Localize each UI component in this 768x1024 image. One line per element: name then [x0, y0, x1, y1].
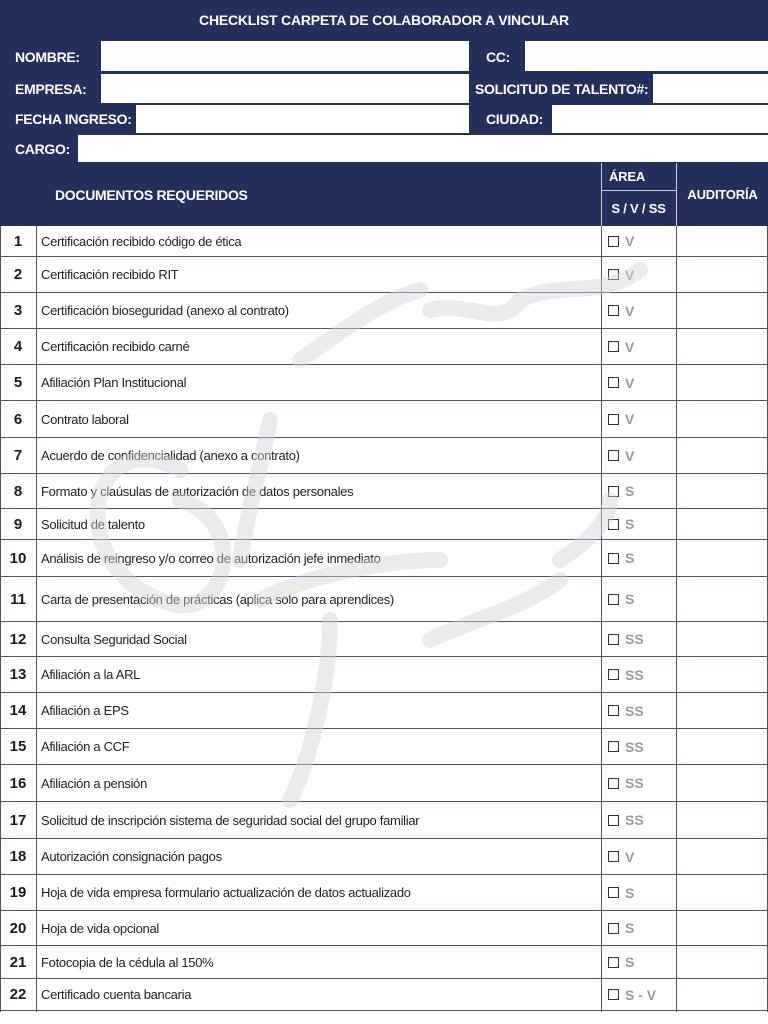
- area-cell: [602, 293, 676, 328]
- table-row: [0, 540, 768, 577]
- header-row-fecha: [0, 104, 768, 134]
- checkbox[interactable]: [608, 887, 619, 898]
- area-code: V: [625, 338, 635, 355]
- document-name: Autorización consignación pagos: [41, 849, 222, 864]
- checkbox[interactable]: [608, 815, 619, 826]
- row-number: 1: [13, 232, 23, 250]
- audit-cell[interactable]: [677, 329, 768, 364]
- audit-cell[interactable]: [677, 693, 768, 728]
- area-codes-header: S / V / SS: [611, 201, 666, 216]
- area-code: S: [625, 884, 635, 901]
- document-name: Hoja de vida opcional: [41, 920, 160, 936]
- checkbox[interactable]: [608, 341, 619, 352]
- fecha-ingreso-label: FECHA INGRESO:: [15, 111, 132, 127]
- table-row: [0, 401, 768, 438]
- audit-cell[interactable]: [677, 657, 768, 692]
- ciudad-label: CIUDAD:: [486, 111, 544, 127]
- area-code: S: [625, 920, 635, 936]
- checkbox[interactable]: [608, 377, 619, 388]
- area-code: V: [625, 233, 635, 249]
- column-divider: [676, 226, 677, 1012]
- area-cell: [602, 839, 676, 874]
- table-row: [0, 329, 768, 365]
- document-name: Afiliación a EPS: [41, 703, 129, 718]
- area-cell: [602, 802, 676, 838]
- area-code: S: [625, 483, 635, 499]
- checkbox[interactable]: [608, 236, 619, 247]
- audit-cell[interactable]: [677, 509, 768, 539]
- checkbox[interactable]: [608, 269, 619, 280]
- document-name: Certificación recibido código de ética: [41, 233, 242, 249]
- document-name: Contrato laboral: [41, 411, 129, 427]
- solicitud-field[interactable]: [653, 74, 768, 103]
- table-row: [0, 765, 768, 802]
- audit-cell[interactable]: [677, 474, 768, 508]
- cc-label: CC:: [486, 48, 510, 65]
- table-row: [0, 622, 768, 657]
- row-number: 2: [13, 266, 23, 283]
- checkbox[interactable]: [608, 305, 619, 316]
- row-number: 11: [10, 590, 26, 608]
- area-code: S: [625, 591, 635, 607]
- area-code: SS: [625, 775, 644, 791]
- checkbox[interactable]: [608, 486, 619, 497]
- area-code: S: [625, 516, 635, 532]
- audit-cell[interactable]: [677, 979, 768, 1010]
- empresa-field[interactable]: [101, 74, 469, 103]
- area-cell: [602, 438, 676, 473]
- area-code: S: [625, 954, 635, 970]
- document-name: Afiliación a CCF: [41, 739, 130, 754]
- document-name: Fotocopia de la cédula al 150%: [41, 954, 214, 970]
- area-code: SS: [625, 666, 644, 683]
- area-cell: [602, 401, 676, 437]
- table-row: [0, 979, 768, 1011]
- nombre-field[interactable]: [101, 41, 469, 71]
- row-number: 21: [9, 953, 27, 971]
- row-number: 7: [13, 447, 23, 464]
- document-name: Certificación recibido RIT: [41, 267, 179, 282]
- row-number: 12: [9, 630, 27, 648]
- cc-field[interactable]: [525, 41, 768, 71]
- audit-cell[interactable]: [677, 875, 768, 910]
- row-number: 4: [13, 338, 23, 355]
- table-row: [0, 693, 768, 729]
- row-number: 3: [13, 302, 23, 319]
- row-number: 16: [9, 774, 27, 792]
- table-row: [0, 875, 768, 911]
- area-code: SS: [625, 702, 644, 719]
- document-name: Solicitud de talento: [41, 516, 145, 532]
- checkbox[interactable]: [608, 923, 619, 934]
- audit-cell[interactable]: [677, 438, 768, 473]
- audit-header: AUDITORÍA: [687, 187, 758, 202]
- audit-cell[interactable]: [677, 226, 768, 256]
- area-cell: [602, 257, 676, 292]
- audit-cell[interactable]: [677, 911, 768, 945]
- area-cell: [602, 474, 676, 508]
- document-name: Certificación bioseguridad (anexo al contrato): [41, 303, 289, 318]
- document-name: Afiliación a la ARL: [41, 667, 141, 682]
- document-name: Análisis de reingreso y/o correo de autorización jefe inmediato: [41, 550, 381, 566]
- cargo-field[interactable]: [78, 135, 768, 162]
- table-row: [0, 438, 768, 474]
- header-row-cargo: [0, 134, 768, 163]
- table-row: [0, 474, 768, 509]
- area-code: V: [625, 411, 635, 427]
- document-name: Hoja de vida empresa formulario actualización de datos actualizado: [41, 885, 411, 900]
- area-code: S: [625, 550, 635, 566]
- checkbox[interactable]: [608, 851, 619, 862]
- row-number: 22: [9, 986, 27, 1003]
- table-row: [0, 802, 768, 839]
- row-number: 17: [9, 811, 27, 829]
- checkbox[interactable]: [608, 553, 619, 564]
- document-name: Acuerdo de confidencialidad (anexo a contrato): [41, 448, 300, 463]
- row-number: 5: [13, 374, 23, 391]
- audit-cell[interactable]: [677, 802, 768, 838]
- fecha-ingreso-field[interactable]: [136, 105, 469, 133]
- row-number: 20: [9, 919, 27, 937]
- row-number: 8: [13, 482, 23, 500]
- documents-header: DOCUMENTOS REQUERIDOS: [55, 186, 248, 203]
- table-row: [0, 911, 768, 946]
- checkbox[interactable]: [608, 705, 619, 716]
- table-header: [0, 163, 768, 226]
- header-row-empresa: [0, 73, 768, 104]
- document-name: Formato y claúsulas de autorización de datos personales: [41, 483, 354, 499]
- audit-cell[interactable]: [677, 622, 768, 656]
- row-number: 6: [13, 410, 23, 428]
- area-code: SS: [625, 631, 644, 647]
- document-name: Certificación recibido carné: [41, 339, 190, 354]
- area-code: V: [625, 266, 635, 283]
- audit-cell[interactable]: [677, 765, 768, 801]
- checkbox[interactable]: [608, 414, 619, 425]
- area-cell: [602, 911, 676, 945]
- document-name: Carta de presentación de prácticas (aplica solo para aprendices): [41, 591, 394, 607]
- table-row: [0, 257, 768, 293]
- row-number: 10: [9, 549, 27, 567]
- nombre-label: NOMBRE:: [15, 48, 80, 65]
- area-cell: [602, 729, 676, 764]
- area-cell: [602, 946, 676, 978]
- table-row: [0, 226, 768, 257]
- table-row: [0, 509, 768, 540]
- area-code: SS: [625, 812, 644, 828]
- column-divider: [601, 226, 602, 1012]
- area-code: S - V: [625, 986, 657, 1003]
- table-row: [0, 657, 768, 693]
- column-divider: [36, 226, 37, 1012]
- document-name: Afiliación a pensión: [41, 775, 148, 791]
- area-cell: [602, 329, 676, 364]
- area-cell: [602, 765, 676, 801]
- document-name: Consulta Seguridad Social: [41, 631, 187, 647]
- area-code: V: [625, 374, 635, 391]
- table-row: [0, 946, 768, 979]
- row-number: 14: [9, 702, 27, 719]
- row-number: 19: [9, 884, 27, 901]
- checkbox[interactable]: [608, 778, 619, 789]
- area-cell: [602, 622, 676, 656]
- table-row: [0, 365, 768, 401]
- document-name: Solicitud de inscripción sistema de seguridad social del grupo familiar: [41, 812, 420, 828]
- audit-cell[interactable]: [677, 293, 768, 328]
- document-name: Certificado cuenta bancaria: [41, 987, 192, 1002]
- solicitud-label: SOLICITUD DE TALENTO#:: [475, 80, 649, 97]
- area-cell: [602, 365, 676, 400]
- checkbox[interactable]: [608, 450, 619, 461]
- row-number: 15: [9, 738, 27, 755]
- table-row: [0, 577, 768, 622]
- cargo-label: CARGO:: [15, 140, 70, 157]
- checkbox[interactable]: [608, 669, 619, 680]
- audit-cell[interactable]: [677, 365, 768, 400]
- area-code: SS: [625, 738, 644, 755]
- area-cell: [602, 577, 676, 621]
- table-row: [0, 293, 768, 329]
- area-cell: [602, 693, 676, 728]
- ciudad-field[interactable]: [552, 105, 768, 133]
- area-cell: [602, 875, 676, 910]
- table-border: [0, 226, 1, 1012]
- area-code: V: [625, 848, 635, 865]
- area-cell: [602, 509, 676, 539]
- checkbox[interactable]: [608, 519, 619, 530]
- checkbox[interactable]: [608, 957, 619, 968]
- empresa-label: EMPRESA:: [15, 80, 87, 97]
- table-row: [0, 729, 768, 765]
- area-code: V: [625, 447, 635, 464]
- audit-cell[interactable]: [677, 577, 768, 621]
- checkbox[interactable]: [608, 634, 619, 645]
- row-number: 13: [9, 666, 27, 683]
- area-cell: [602, 540, 676, 576]
- audit-cell[interactable]: [677, 257, 768, 292]
- area-cell: [602, 226, 676, 256]
- row-number: 9: [13, 515, 23, 533]
- checkbox[interactable]: [608, 741, 619, 752]
- checkbox[interactable]: [608, 594, 619, 605]
- audit-cell[interactable]: [677, 540, 768, 576]
- area-cell: [602, 979, 676, 1010]
- audit-cell[interactable]: [677, 401, 768, 437]
- area-header: ÁREA: [608, 169, 646, 184]
- audit-cell[interactable]: [677, 729, 768, 764]
- table-row: [0, 839, 768, 875]
- area-cell: [602, 657, 676, 692]
- audit-cell[interactable]: [677, 946, 768, 978]
- audit-cell[interactable]: [677, 839, 768, 874]
- document-name: Afiliación Plan Institucional: [41, 375, 187, 390]
- row-number: 18: [9, 848, 27, 865]
- header-row-nombre: [0, 40, 768, 73]
- area-code: V: [625, 302, 635, 319]
- checklist-title: CHECKLIST CARPETA DE COLABORADOR A VINCULAR: [0, 0, 768, 40]
- checkbox[interactable]: [608, 989, 619, 1000]
